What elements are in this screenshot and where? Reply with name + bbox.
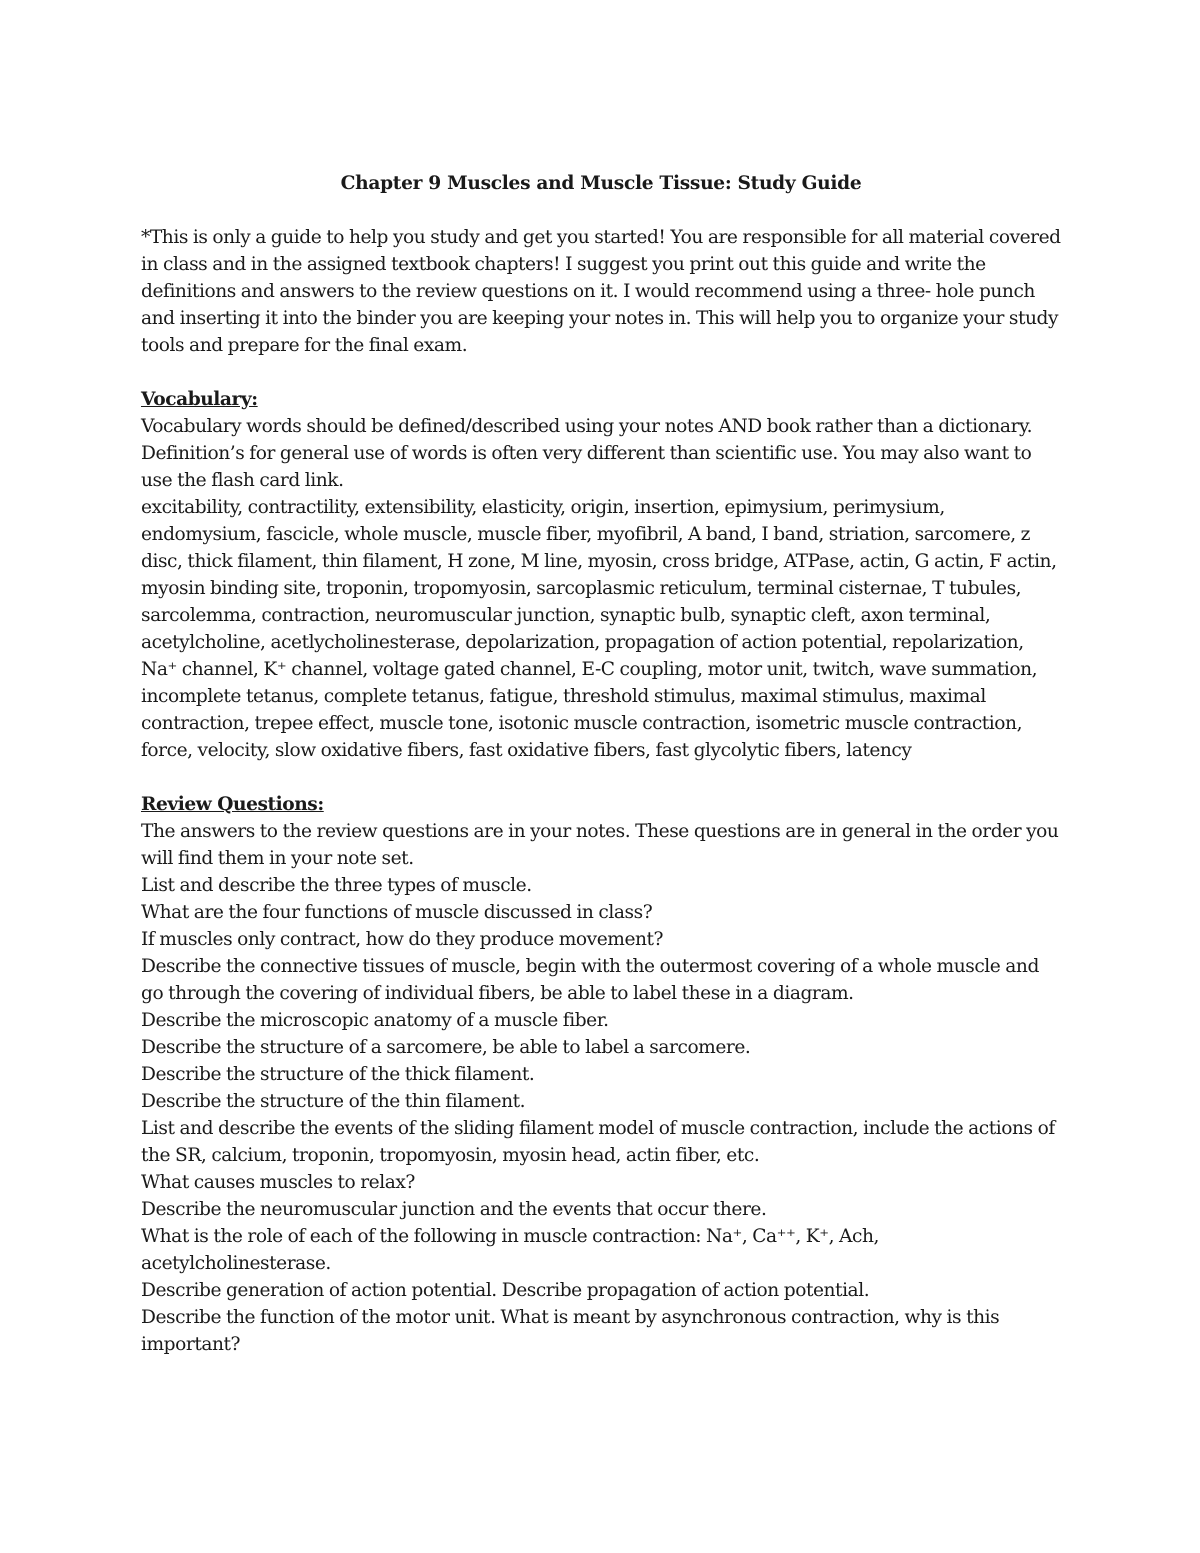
review-question: List and describe the three types of muscle. bbox=[141, 875, 532, 896]
intro-paragraph: *This is only a guide to help you study and get you started! You are responsible for all material covered in class and in the assigned textbook chapters! I suggest you print out this guide and write the definitions and answers to the review questions on it. I would recommend using a three- hole punch and inserting it into the binder you are keeping your notes in. This will help you to organize your study tools and prepare for the final exam. bbox=[141, 227, 1061, 356]
review-question: What is the role of each of the following in muscle contraction: Na⁺, Ca⁺⁺, K⁺, Ach, acetylcholinesterase. bbox=[141, 1226, 879, 1274]
review-question: What are the four functions of muscle discussed in class? bbox=[141, 902, 653, 923]
review-question: Describe the connective tissues of muscle, begin with the outermost covering of a whole muscle and go through the covering of individual fibers, be able to label these in a diagram. bbox=[141, 956, 1039, 1004]
review-instructions: The answers to the review questions are in your notes. These questions are in general in the order you will find them in your note set. bbox=[141, 821, 1059, 869]
review-question: Describe the structure of a sarcomere, be able to label a sarcomere. bbox=[141, 1037, 751, 1058]
review-question: What causes muscles to relax? bbox=[141, 1172, 415, 1193]
review-question: List and describe the events of the sliding filament model of muscle contraction, include the actions of the SR, calcium, troponin, tropomyosin, myosin head, actin fiber, etc. bbox=[141, 1118, 1055, 1166]
review-question: Describe the structure of the thin filament. bbox=[141, 1091, 526, 1112]
review-question: Describe the function of the motor unit. What is meant by asynchronous contraction, why is this important? bbox=[141, 1307, 1000, 1355]
review-question: Describe the structure of the thick filament. bbox=[141, 1064, 535, 1085]
study-guide-page bbox=[141, 170, 1061, 1358]
vocabulary-heading: Vocabulary: bbox=[141, 389, 258, 410]
review-question: Describe the microscopic anatomy of a muscle fiber. bbox=[141, 1010, 609, 1031]
review-question: If muscles only contract, how do they produce movement? bbox=[141, 929, 664, 950]
vocabulary-terms: excitability, contractility, extensibility, elasticity, origin, insertion, epimysium, perimysium, endomysium, fascicle, whole muscle, muscle fiber, myofibril, A band, I band, striation, sarcomere, z disc, thick filament, thin filament, H zone, M line, myosin, cross bridge, ATPase, actin, G actin, F actin, myosin binding site, troponin, tropomyosin, sarcoplasmic reticulum, terminal cisternae, T tubules, sarcolemma, contraction, neuromuscular junction, synaptic bulb, synaptic cleft, axon terminal, acetylcholine, acetlycholinesterase, depolarization, propagation of action potential, repolarization, Na⁺ channel, K⁺ channel, voltage gated channel, E-C coupling, motor unit, twitch, wave summation, incomplete tetanus, complete tetanus, fatigue, threshold stimulus, maximal stimulus, maximal contraction, trepee effect, muscle tone, isotonic muscle contraction, isometric muscle contraction, force, velocity, slow oxidative fibers, fast oxidative fibers, fast glycolytic fibers, latency bbox=[141, 497, 1057, 761]
page-title: Chapter 9 Muscles and Muscle Tissue: Study Guide bbox=[340, 173, 862, 194]
review-questions-heading: Review Questions: bbox=[141, 794, 324, 815]
spacer bbox=[141, 764, 1061, 791]
spacer bbox=[141, 359, 1061, 386]
review-question: Describe generation of action potential. Describe propagation of action potential. bbox=[141, 1280, 870, 1301]
vocabulary-instructions: Vocabulary words should be defined/described using your notes AND book rather than a dictionary. Definition’s for general use of words is often very different than scientific use. You may also want to use the flash card link. bbox=[141, 416, 1033, 491]
review-question: Describe the neuromuscular junction and the events that occur there. bbox=[141, 1199, 767, 1220]
